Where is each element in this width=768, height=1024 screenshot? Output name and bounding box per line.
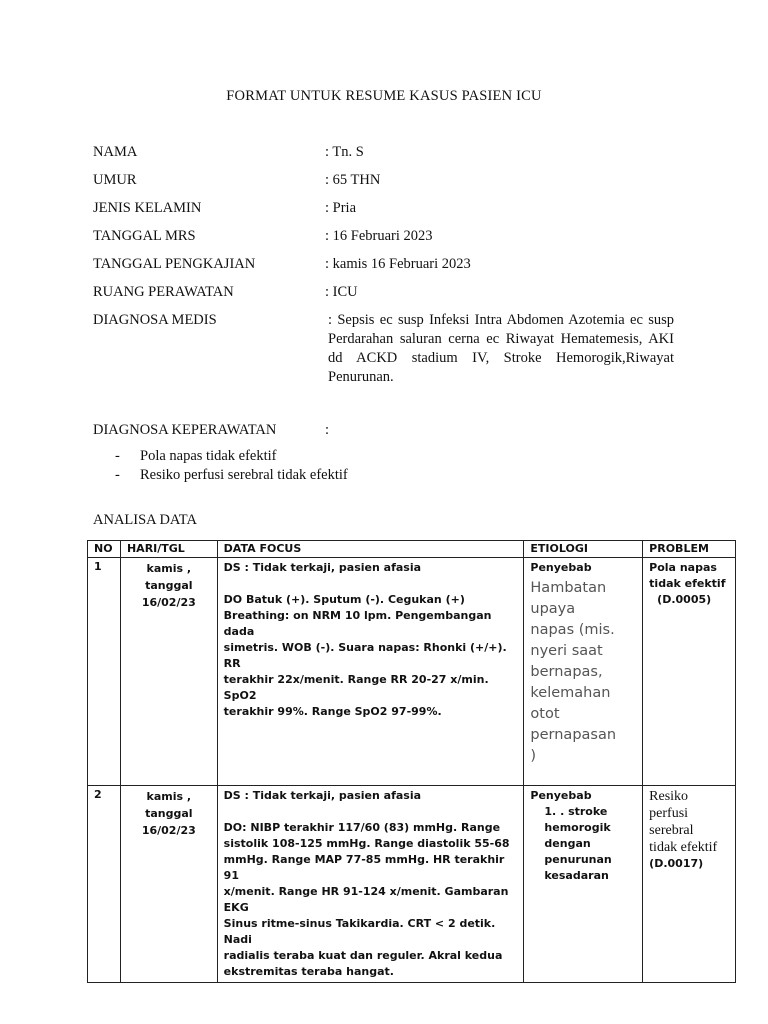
hari-line: kamis , (146, 790, 192, 803)
cell-no: 1 (88, 558, 121, 786)
problem-line: Pola napas (649, 561, 717, 574)
do-line: DO: NIBP terakhir 117/60 (83) mmHg. Range (223, 821, 501, 834)
cell-hari-tgl (120, 558, 217, 786)
etiologi-list: 1. . stroke hemorogik dengan penurunan kesadaran (544, 805, 612, 882)
list-dash: - (115, 467, 120, 483)
header-etiologi: ETIOLOGI (524, 541, 643, 558)
list-dash: - (115, 448, 120, 464)
cell-data-focus (217, 786, 524, 983)
diagnosa-keperawatan-list (115, 447, 348, 485)
field-diagnosa-medis-label: DIAGNOSA MEDIS (93, 312, 217, 328)
do-line: simetris. WOB (-). Suara napas: Rhonki (+/+). RR (223, 641, 507, 670)
field-jenis-kelamin-value: : Pria (325, 200, 357, 216)
etiologi-text: Hambatan upaya napas (mis. nyeri saat bernapas, kelemahan otot pernapasan ) (530, 580, 617, 764)
field-tanggal-pengkajian-value: : kamis 16 Februari 2023 (325, 256, 471, 272)
problem-code: (D.0017) (649, 857, 704, 870)
field-umur-value: : 65 THN (325, 172, 381, 188)
list-item (115, 466, 348, 485)
field-jenis-kelamin-label: JENIS KELAMIN (93, 200, 202, 216)
field-nama-label: NAMA (93, 144, 138, 160)
problem-line: tidak efektif (649, 840, 718, 855)
problem-line: perfusi (649, 806, 689, 821)
cell-problem (643, 786, 736, 983)
problem-code: (D.0005) (657, 593, 712, 606)
list-item-text: Pola napas tidak efektif (140, 448, 277, 464)
penyebab-label: Penyebab (530, 561, 592, 574)
cell-etiologi (524, 558, 643, 786)
analisa-data-table (87, 540, 736, 983)
problem-line: serebral (649, 823, 694, 838)
do-line: ekstremitas teraba hangat. (223, 965, 394, 978)
cell-hari-tgl (120, 786, 217, 983)
do-line: sistolik 108-125 mmHg. Range diastolik 55-68 (223, 837, 510, 850)
field-tanggal-mrs-label: TANGGAL MRS (93, 228, 196, 244)
cell-problem (643, 558, 736, 786)
field-diagnosa-medis-value: : Sepsis ec susp Infeksi Intra Abdomen Azotemia ec susp Perdarahan saluran cerna ec Riwayat Hematemesis, AKI dd ACKD stadium IV, Stroke Hemorogik,Riwayat Penurunan. (328, 312, 674, 385)
cell-data-focus (217, 558, 524, 786)
list-item (115, 447, 348, 466)
header-hari-tgl: HARI/TGL (120, 541, 217, 558)
analisa-data-heading: ANALISA DATA (93, 512, 197, 528)
do-line: DO Batuk (+). Sputum (-). Cegukan (+) (223, 593, 465, 606)
penyebab-label: Penyebab (530, 789, 592, 802)
header-problem: PROBLEM (643, 541, 736, 558)
hari-line: tanggal (145, 579, 193, 592)
do-line: radialis teraba kuat dan reguler. Akral kedua (223, 949, 503, 962)
header-no: NO (88, 541, 121, 558)
problem-line: Resiko (649, 789, 689, 804)
do-line: terakhir 22x/menit. Range RR 20-27 x/min. SpO2 (223, 673, 489, 702)
ds-text: DS : Tidak terkaji, pasien afasia (223, 789, 422, 802)
do-line: terakhir 99%. Range SpO2 97-99%. (223, 705, 442, 718)
header-data-focus: DATA FOCUS (217, 541, 524, 558)
field-tanggal-pengkajian-label: TANGGAL PENGKAJIAN (93, 256, 256, 272)
diagnosa-keperawatan-label: DIAGNOSA KEPERAWATAN (93, 422, 277, 438)
do-line: Sinus ritme-sinus Takikardia. CRT < 2 detik. Nadi (223, 917, 496, 946)
hari-line: 16/02/23 (141, 596, 196, 609)
diagnosa-keperawatan-colon: : (325, 422, 330, 438)
document-title: FORMAT UNTUK RESUME KASUS PASIEN ICU (226, 88, 542, 104)
do-line: x/menit. Range HR 91-124 x/menit. Gambaran EKG (223, 885, 509, 914)
hari-line: 16/02/23 (141, 824, 196, 837)
hari-line: kamis , (146, 562, 192, 575)
list-item-text: Resiko perfusi serebral tidak efektif (140, 467, 348, 483)
field-umur-label: UMUR (93, 172, 137, 188)
problem-line: tidak efektif (649, 577, 726, 590)
field-tanggal-mrs-value: : 16 Februari 2023 (325, 228, 433, 244)
do-line: Breathing: on NRM 10 lpm. Pengembangan dada (223, 609, 492, 638)
table-header-row (88, 541, 736, 558)
field-nama-value: : Tn. S (325, 144, 364, 160)
hari-line: tanggal (145, 807, 193, 820)
field-ruang-perawatan-label: RUANG PERAWATAN (93, 284, 234, 300)
do-line: mmHg. Range MAP 77-85 mmHg. HR terakhir 91 (223, 853, 505, 882)
table-row (88, 786, 736, 983)
cell-no: 2 (88, 786, 121, 983)
ds-text: DS : Tidak terkaji, pasien afasia (223, 561, 422, 574)
field-ruang-perawatan-value: : ICU (325, 284, 358, 300)
cell-etiologi (524, 786, 643, 983)
table-row (88, 558, 736, 786)
